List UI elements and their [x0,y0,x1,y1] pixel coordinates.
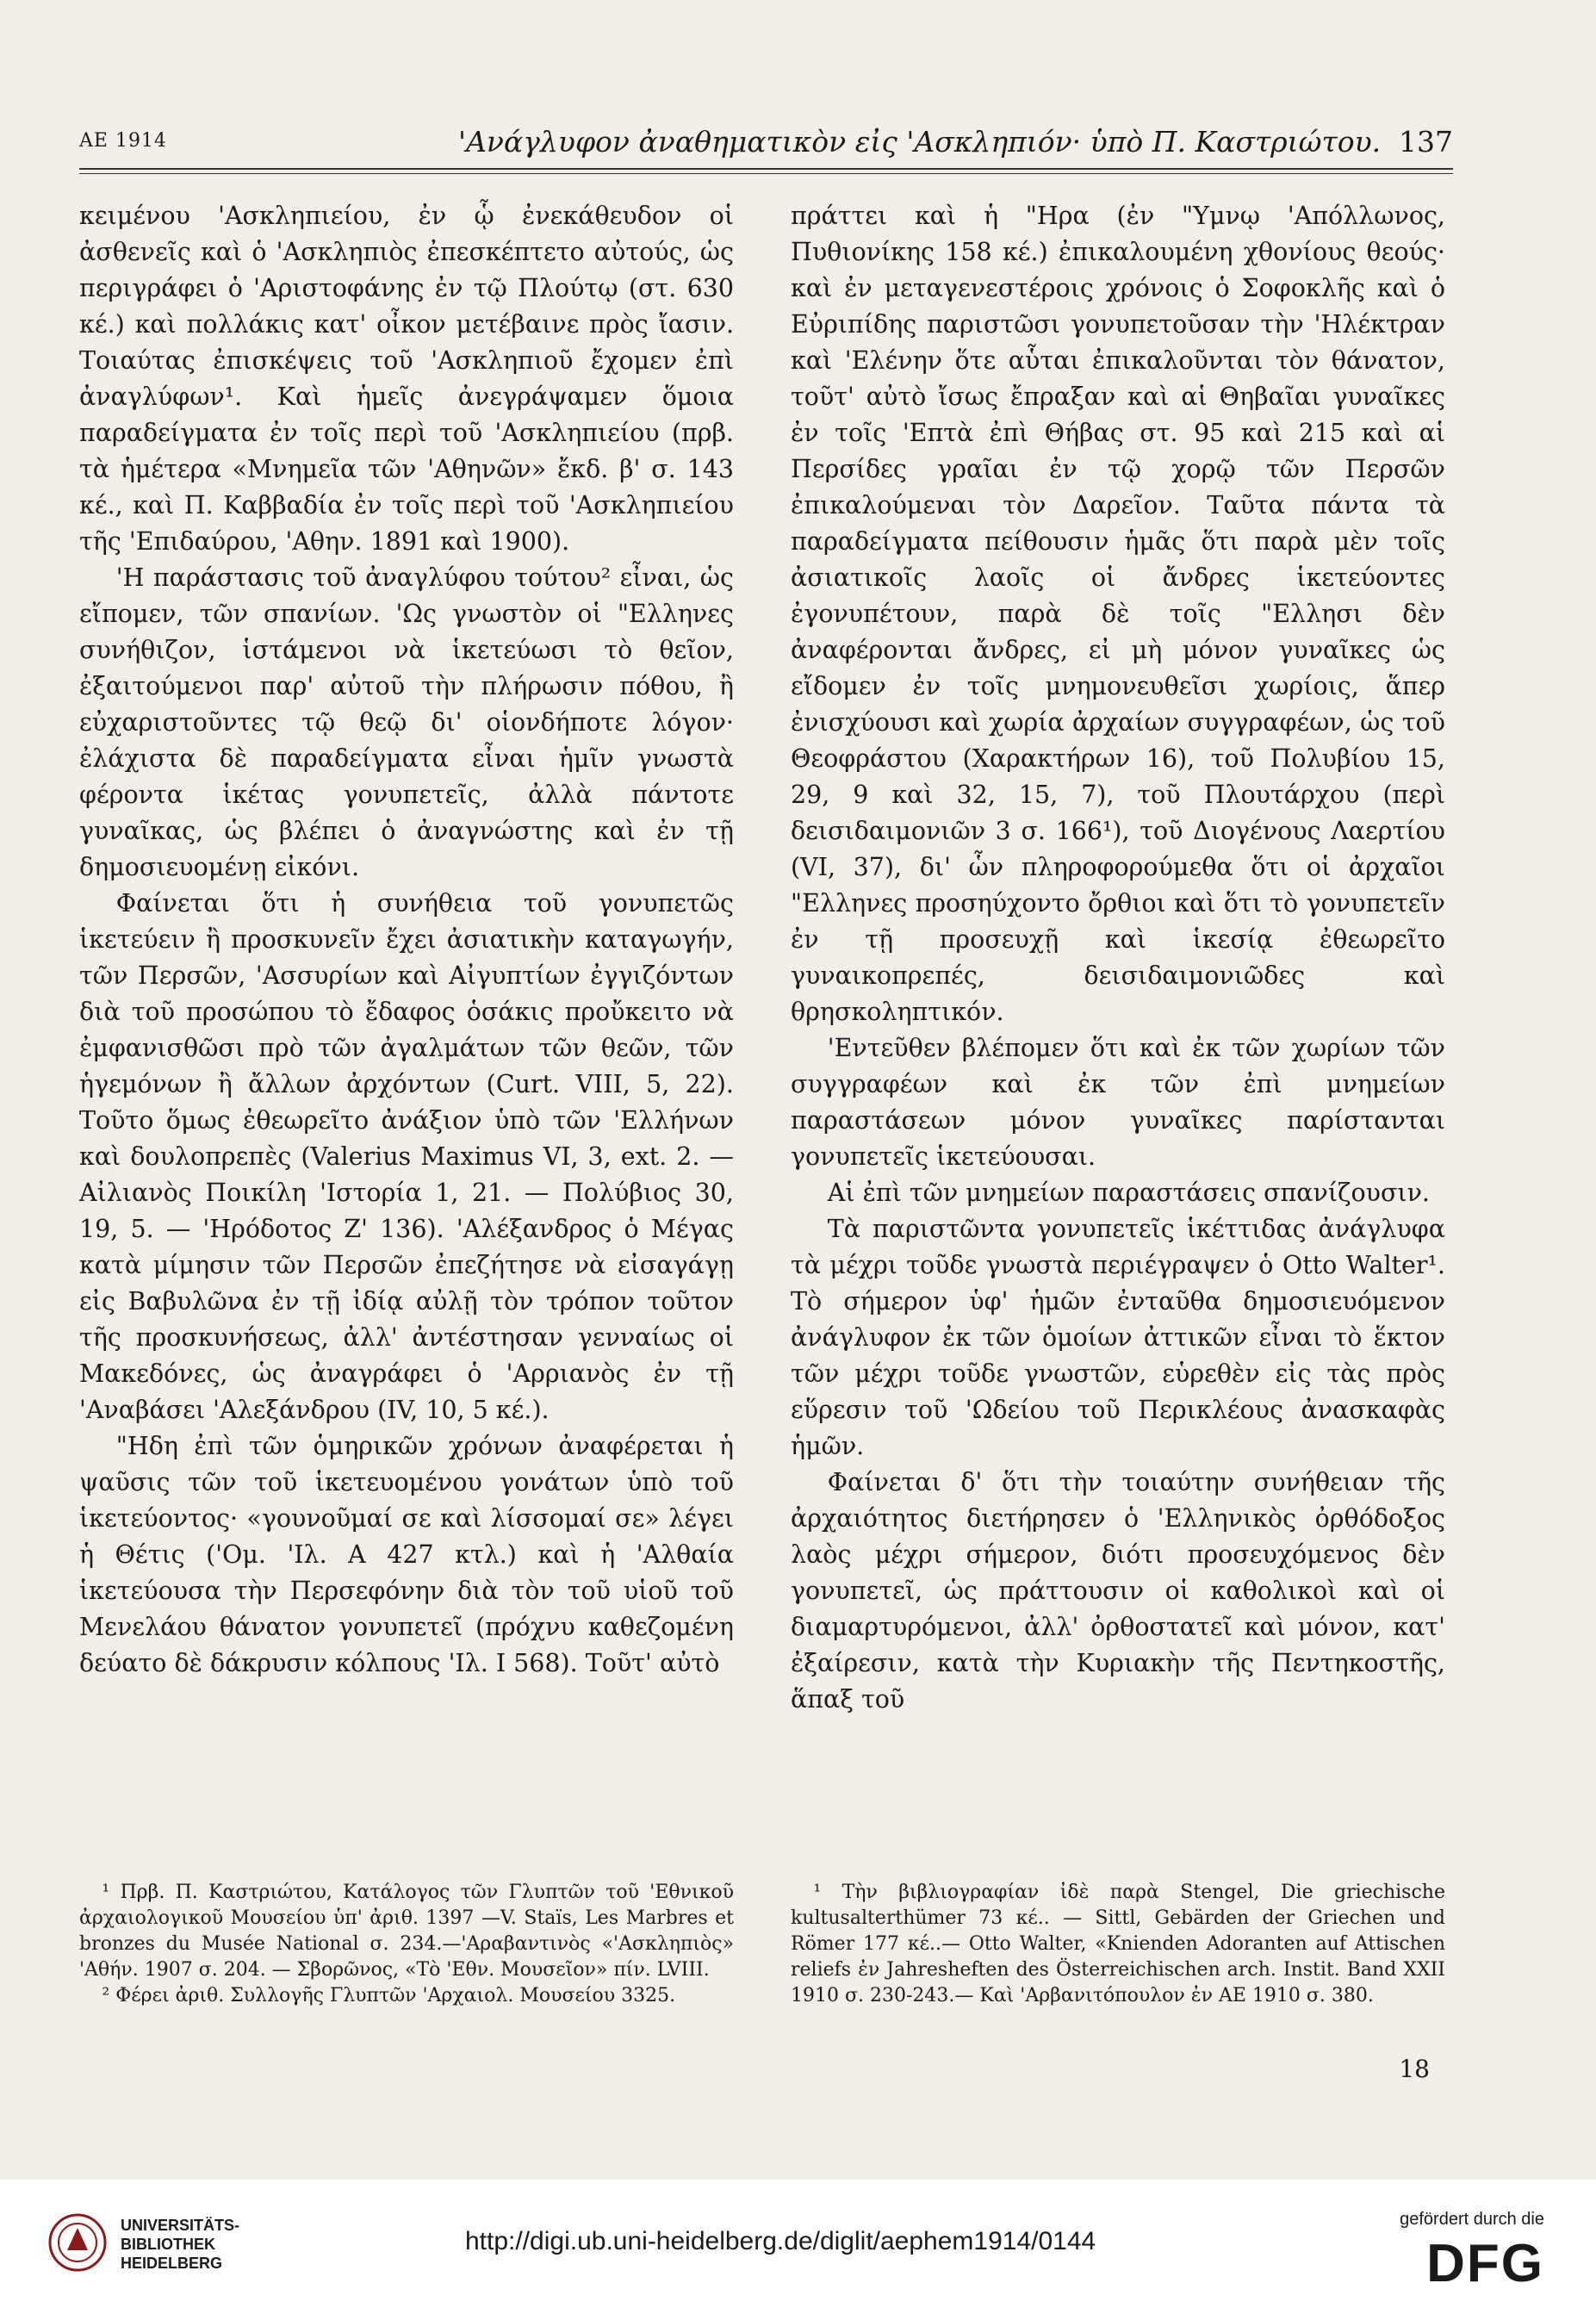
paragraph: 'Η παράστασις τοῦ ἀναγλύφου τούτου² εἶναι, ὡς εἴπομεν, τῶν σπανίων. 'Ως γνωστὸν οἱ "Ελληνες συνήθιζον, ἱστάμενοι νὰ ἱκετεύωσι τὸ θεῖον, ἐξαιτούμενοι παρ' αὐτοῦ τὴν πλήρωσιν πόθου, ἢ εὐχαριστοῦντες τῷ θεῷ δι' οἱονδήποτε λόγον· ἐλάχιστα δὲ παραδείγματα εἶναι ἡμῖν γνωστὰ φέροντα ἱκέτας γονυπετεῖς, ἀλλὰ πάντοτε γυναῖκας, ὡς βλέπει ὁ ἀναγνώστης καὶ ἐν τῇ δημοσιευομένῃ εἰκόνι. [79,563,734,881]
paragraph: πράττει καὶ ἡ "Ηρα (ἐν "Υμνῳ 'Απόλλωνος, Πυθιονίκης 158 κέ.) ἐπικαλουμένη χθονίους θεούς· καὶ ἐν μεταγενεστέροις χρόνοις ὁ Σοφοκλῆς καὶ ὁ Εὐριπίδης παριστῶσι γονυπετοῦσαν τὴν 'Ηλέκτραν καὶ 'Ελένην ὅτε αὗται ἐπικαλοῦνται τὸν θάνατον, τοῦτ' αὐτὸ ἴσως ἔπραξαν καὶ αἱ Θηβαῖαι γυναῖκες ἐν τοῖς 'Επτὰ ἐπὶ Θήβας στ. 95 καὶ 215 καὶ αἱ Περσίδες γραῖαι ἐν τῷ χορῷ τῶν Περσῶν ἐπικαλούμεναι τὸν Δαρεῖον. Ταῦτα πάντα τὰ παραδείγματα πείθουσιν ἡμᾶς ὅτι παρὰ μὲν τοῖς ἀσιατικοῖς λαοῖς οἱ ἄνδρες ἱκετεύοντες ἐγονυπέτουν, παρὰ δὲ τοῖς "Ελλησι δὲν ἀναφέρονται ἄνδρες, εἰ μὴ μόνον γυναῖκες ὡς εἴδομεν ἐν τοῖς μνημονευθεῖσι χωρίοις, ἅπερ ἐνισχύουσι καὶ χωρία ἀρχαίων συγγραφέων, ὡς τοῦ Θεοφράστου (Χαρακτήρων 16), τοῦ Πολυβίου 15, 29, 9 καὶ 32, 15, 7), τοῦ Πλουτάρχου (περὶ δεισιδαιμονιῶν 3 σ. 166¹), τοῦ Διογένους Λαερτίου (VI, 37), δι' ὧν πληροφορούμεθα ὅτι οἱ ἀρχαῖοι "Ελληνες προσηύχοντο ὄρθιοι καὶ ὅτι τὸ γονυπετεῖν ἐν τῇ προσευχῇ καὶ ἱκεσίᾳ ἐθεωρεῖτο γυναικοπρεπές, δεισιδαιμονιῶδες καὶ θρησκοληπτικόν. [791,202,1445,1026]
footnote: ² Φέρει ἀριθ. Συλλογῆς Γλυπτῶν 'Αρχαιολ. Μουσείου 3325. [102,1985,676,2006]
footnote: ¹ Πρβ. Π. Καστριώτου, Κατάλογος τῶν Γλυπτῶν τοῦ 'Εθνικοῦ ἀρχαιολογικοῦ Μουσείου ὑπ' ἀριθ. 1397 —V. Staïs, Les Marbres et bronzes du Musée National σ. 234.—'Αραβαντινὸς «'Ασκληπιὸς» 'Αθήν. 1907 σ. 204. — Σβορῶνος, «Τὸ 'Εθν. Μουσεῖον» πίν. LVIII. [79,1882,734,1981]
right-column [791,198,1445,1718]
header-rule-thin [79,173,1453,174]
footnotes-left [79,1880,734,2009]
left-column [79,198,734,1682]
university-seal-icon [47,2212,108,2273]
dfg-logo: DFG [1426,2234,1544,2293]
paragraph: Φαίνεται δ' ὅτι τὴν τοιαύτην συνήθειαν τῆς ἀρχαιότητος διετήρησεν ὁ 'Ελληνικὸς ὀρθόδοξος λαὸς μέχρι σήμερον, διότι προσευχόμενος δὲν γονυπετεῖ, ὡς πράττουσιν οἱ καθολικοὶ καὶ οἱ διαμαρτυρόμενοι, ἀλλ' ὀρθοστατεῖ καὶ μόνον, κατ' ἐξαίρεσιν, κατὰ τὴν Κυριακὴν τῆς Πεντηκοστῆς, ἅπαξ τοῦ [791,1468,1445,1714]
header-rule [79,168,1453,170]
printer-signature: 18 [1399,2055,1430,2083]
source-url-link[interactable]: http://digi.ub.uni-heidelberg.de/diglit/aephem1914/0144 [465,2227,1096,2255]
running-title: 'Ανάγλυφον ἀναθηματικὸν εἰς 'Ασκληπιόν· ὑπὸ Π. Καστριώτου. [458,125,1382,159]
footnote: ¹ Τὴν βιβλιογραφίαν ἰδὲ παρὰ Stengel, Die griechische kultusalterthümer 73 κέ.. — Sittl, Gebärden der Griechen und Römer 177 κέ..— Otto Walter, «Knienden Adoranten auf Attischen reliefs ἐν Jahresheften des Österreichischen arch. Instit. Band XXII 1910 σ. 230-243.— Καὶ 'Αρβανιτόπουλον ἐν ΑΕ 1910 σ. 380. [791,1882,1445,2006]
footnotes-right [791,1880,1445,2009]
paragraph: κειμένου 'Ασκληπιείου, ἐν ᾧ ἐνεκάθευδον οἱ ἀσθενεῖς καὶ ὁ 'Ασκληπιὸς ἐπεσκέπτετο αὐτούς, ὡς περιγράφει ὁ 'Αριστοφάνης ἐν τῷ Πλούτῳ (στ. 630 κέ.) καὶ πολλάκις κατ' οἶκον μετέβαινε πρὸς ἴασιν. Τοιαύτας ἐπισκέψεις τοῦ 'Ασκληπιοῦ ἔχομεν ἐπὶ ἀναγλύφων¹. Καὶ ἡμεῖς ἀνεγράψαμεν ὅμοια παραδείγματα ἐν τοῖς περὶ τοῦ 'Ασκληπιείου (πρβ. τὰ ἡμέτερα «Μνημεῖα τῶν 'Αθηνῶν» ἔκδ. β' σ. 143 κέ., καὶ Π. Καββαδία ἐν τοῖς περὶ τοῦ 'Ασκληπιείου τῆς 'Επιδαύρου, 'Αθην. 1891 καὶ 1900). [79,202,734,556]
library-name: UNIVERSITÄTS- BIBLIOTHEK HEIDELBERG [121,2217,240,2272]
page-header [79,125,1453,159]
funding-note: gefördert durch die [1400,2210,1544,2229]
paragraph: Τὰ παριστῶντα γονυπετεῖς ἱκέττιδας ἀνάγλυφα τὰ μέχρι τοῦδε γνωστὰ περιέγραψεν ὁ Otto Walter¹. Τὸ σήμερον ὑφ' ἡμῶν ἐνταῦθα δημοσιευόμενον ἀνάγλυφον ἐκ τῶν ὁμοίων ἀττικῶν εἶναι τὸ ἕκτον τῶν μέχρι τοῦδε γνωστῶν, εὑρεθὲν εἰς τὰς πρὸς εὕρεσιν τοῦ 'Ωδείου τοῦ Περικλέους ἀνασκαφὰς ἡμῶν. [791,1215,1445,1460]
paragraph: Αἱ ἐπὶ τῶν μνημείων παραστάσεις σπανίζουσιν. [827,1179,1430,1207]
paragraph: 'Εντεῦθεν βλέπομεν ὅτι καὶ ἐκ τῶν χωρίων τῶν συγγραφέων καὶ ἐκ τῶν ἐπὶ μνημείων παραστάσεων μόνον γυναῖκες παρίστανται γονυπετεῖς ἱκετεύουσαι. [791,1034,1445,1171]
paragraph: "Ηδη ἐπὶ τῶν ὁμηρικῶν χρόνων ἀναφέρεται ἡ ψαῦσις τῶν τοῦ ἱκετευομένου γονάτων ὑπὸ τοῦ ἱκετεύοντος· «γουνοῦμαί σε καὶ λίσσομαί σε» λέγει ἡ Θέτις ('Ομ. 'Ιλ. Α 427 κτλ.) καὶ ἡ 'Αλθαία ἱκετεύουσα τὴν Περσεφόνην διὰ τὸν τοῦ υἱοῦ τοῦ Μενελάου θάνατον γονυπετεῖ (πρόχνυ καθεζομένη δεύατο δὲ δάκρυσιν κόλπους 'Ιλ. Ι 568). Τοῦτ' αὐτὸ [79,1432,734,1677]
paragraph: Φαίνεται ὅτι ἡ συνήθεια τοῦ γονυπετῶς ἱκετεύειν ἢ προσκυνεῖν ἔχει ἀσιατικὴν καταγωγήν, τῶν Περσῶν, 'Ασσυρίων καὶ Αἰγυπτίων ἐγγιζόντων διὰ τοῦ προσώπου τὸ ἔδαφος ὁσάκις προὔκειτο νὰ ἐμφανισθῶσι πρὸ τῶν ἀγαλμάτων τῶν θεῶν, τῶν ἡγεμόνων ἢ ἄλλων ἀρχόντων (Curt. VIII, 5, 22). Τοῦτο ὅμως ἐθεωρεῖτο ἀνάξιον ὑπὸ τῶν 'Ελλήνων καὶ δουλοπρεπὲς (Valerius Maximus VI, 3, ext. 2. — Αἰλιανὸς Ποικίλη 'Ιστορία 1, 21. — Πολύβιος 30, 19, 5. — 'Ηρόδοτος Ζ' 136). 'Αλέξανδρος ὁ Μέγας κατὰ μίμησιν τῶν Περσῶν ἐπεζήτησε νὰ εἰσαγάγῃ εἰς Βαβυλῶνα ἐν τῇ ἰδίᾳ αὐλῇ τὸν τρόπον τοῦτον τῆς προσκυνήσεως, ἀλλ' ἀντέστησαν γενναίως οἱ Μακεδόνες, ὡς ἀναγράφει ὁ 'Αρριανὸς ἐν τῇ 'Αναβάσει 'Αλεξάνδρου (IV, 10, 5 κέ.). [79,889,734,1424]
digitization-footer [0,2180,1596,2308]
journal-abbrev: ΑΕ 1914 [79,130,167,152]
page-number: 137 [1399,125,1453,159]
